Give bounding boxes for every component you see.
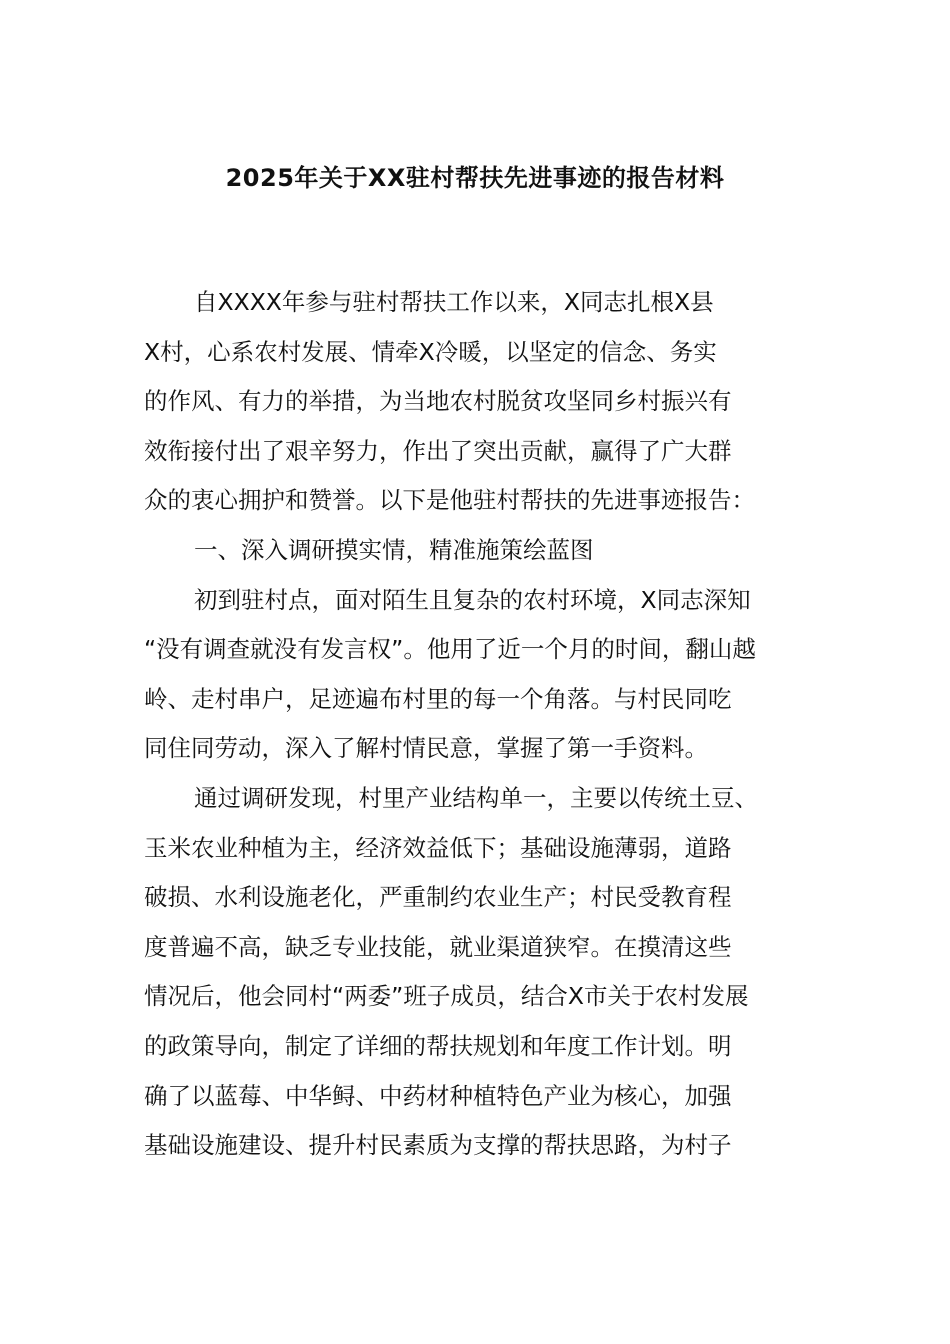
- paragraph-line: 的作风、有力的举措，为当地农村脱贫攻坚同乡村振兴有: [144, 387, 732, 416]
- paragraph-line: 基础设施建设、提升村民素质为支撑的帮扶思路，为村子: [144, 1131, 732, 1160]
- paragraph-line: 通过调研发现，村里产业结构单一，主要以传统土豆、: [194, 783, 758, 812]
- paragraph-line: 情况后，他会同村“两委”班子成员，结合X市关于农村发展: [144, 982, 749, 1011]
- section-heading: 一、深入调研摸实情，精准施策绘蓝图: [194, 535, 594, 564]
- paragraph-line: 众的衷心拥护和赞誉。以下是他驻村帮扶的先进事迹报告：: [144, 486, 755, 515]
- paragraph-line: 度普遍不高，缺乏专业技能，就业渠道狭窄。在摸清这些: [144, 932, 732, 961]
- paragraph-line: 效衔接付出了艰辛努力，作出了突出贡献，赢得了广大群: [144, 436, 732, 465]
- document-body: [144, 278, 816, 1171]
- paragraph-line: 同住同劳动，深入了解村情民意，掌握了第一手资料。: [144, 734, 708, 763]
- paragraph-line: 破损、水利设施老化，严重制约农业生产；村民受教育程: [144, 883, 732, 912]
- paragraph-line: X村，心系农村发展、情牵X冷暖，以坚定的信念、务实: [144, 337, 717, 366]
- paragraph-line: 岭、走村串户，足迹遍布村里的每一个角落。与村民同吃: [144, 684, 732, 713]
- paragraph-line: “没有调查就没有发言权”。他用了近一个月的时间，翻山越: [144, 635, 756, 664]
- paragraph-line: 初到驻村点，面对陌生且复杂的农村环境，X同志深知: [194, 585, 751, 614]
- paragraph-line: 自XXXX年参与驻村帮扶工作以来，X同志扎根X县: [194, 288, 714, 316]
- paragraph-line: 确了以蓝莓、中华鲟、中药材种植特色产业为核心，加强: [144, 1081, 732, 1110]
- document-title: 2025年关于XX驻村帮扶先进事迹的报告材料: [225, 164, 725, 192]
- paragraph-line: 的政策导向，制定了详细的帮扶规划和年度工作计划。明: [144, 1031, 732, 1060]
- paragraph-line: 玉米农业种植为主，经济效益低下；基础设施薄弱，道路: [144, 833, 732, 862]
